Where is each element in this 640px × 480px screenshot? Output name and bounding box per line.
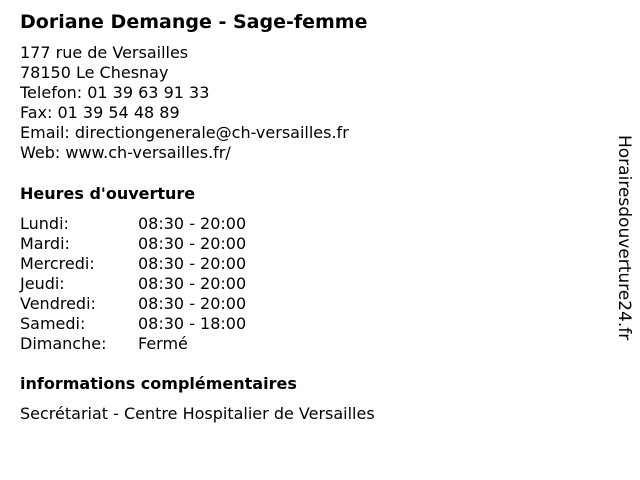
hours-heading: Heures d'ouverture xyxy=(20,184,196,203)
hours-time: 08:30 - 20:00 xyxy=(138,294,247,313)
website: Web: www.ch-versailles.fr/ xyxy=(20,143,231,162)
hours-row xyxy=(20,294,246,314)
hours-row xyxy=(20,334,246,354)
hours-day: Dimanche: xyxy=(20,334,107,353)
hours-day: Jeudi: xyxy=(20,274,65,293)
hours-day: Mercredi: xyxy=(20,254,95,273)
hours-time: 08:30 - 20:00 xyxy=(138,214,247,233)
hours-time: 08:30 - 20:00 xyxy=(138,274,247,293)
phone-number: Telefon: 01 39 63 91 33 xyxy=(20,83,210,102)
hours-day: Mardi: xyxy=(20,234,70,253)
hours-day: Lundi: xyxy=(20,214,69,233)
hours-row xyxy=(20,214,246,234)
address-street: 177 rue de Versailles xyxy=(20,43,189,62)
page-title: Doriane Demange - Sage-femme xyxy=(20,11,368,33)
hours-time: 08:30 - 18:00 xyxy=(138,314,247,333)
site-watermark-text: Horairesdouverture24.fr xyxy=(614,135,634,341)
hours-time: Fermé xyxy=(138,334,188,353)
hours-day: Samedi: xyxy=(20,314,86,333)
hours-row xyxy=(20,274,246,294)
hours-row xyxy=(20,234,246,254)
hours-day: Vendredi: xyxy=(20,294,96,313)
info-text: Secrétariat - Centre Hospitalier de Versailles xyxy=(20,404,375,423)
info-heading: informations complémentaires xyxy=(20,374,297,393)
opening-hours-list xyxy=(20,214,246,354)
hours-time: 08:30 - 20:00 xyxy=(138,234,247,253)
contact-block xyxy=(20,43,349,163)
hours-row xyxy=(20,254,246,274)
hours-time: 08:30 - 20:00 xyxy=(138,254,247,273)
fax-number: Fax: 01 39 54 48 89 xyxy=(20,103,180,122)
hours-row xyxy=(20,314,246,334)
address-city: 78150 Le Chesnay xyxy=(20,63,169,82)
site-watermark xyxy=(612,135,636,371)
email-address: Email: directiongenerale@ch-versailles.fr xyxy=(20,123,349,142)
